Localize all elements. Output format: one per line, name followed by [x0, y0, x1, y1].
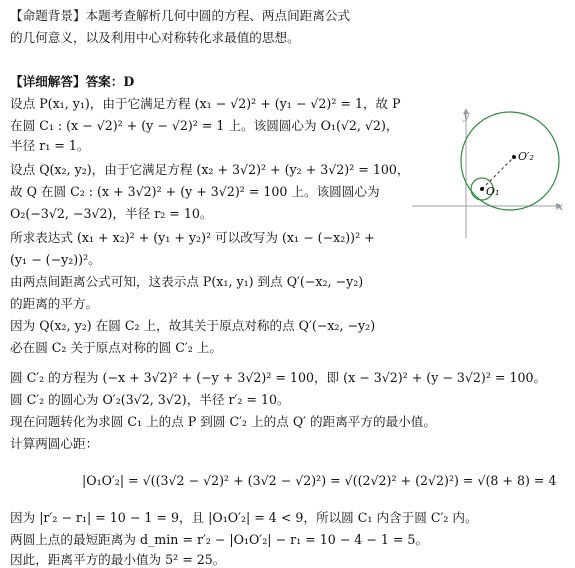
text-line-d1: 由两点间距离公式可知，这表示点 P(x₁, y₁) 到点 Q′(−x₂, −y₂): [10, 274, 364, 289]
text-line-f1: 因为 |r′₂ − r₁| = 10 − 1 = 9，且 |O₁O′₂| = 4 < 9，所以圆 C₁ 内含于圆 C′₂ 内。: [10, 510, 478, 525]
text-line-p1: 设点 P(x₁, y₁)，由于它满足方程 (x₁ − √2)² + (y₁ − √2)² = 1，故 P: [10, 96, 401, 111]
text-line-c3: 现在问题转化为求圆 C₁ 上的点 P 到圆 C′₂ 上的点 Q′ 的距离平方的最小值。: [10, 414, 436, 429]
text-line-c1: 圆 C′₂ 的方程为 (−x + 3√2)² + (−y + 3√2)² = 100，即 (x − 3√2)² + (y − 3√2)² = 100。: [10, 370, 547, 385]
background-line-2: 的几何意义，以及利用中心对称转化求最值的思想。: [10, 30, 300, 45]
text-line-p2: 在圆 C₁ : (x − √2)² + (y − √2)² = 1 上。该圆圆心为 O₁(√2, √2)，: [10, 118, 399, 133]
circle-figure: [410, 100, 575, 240]
center-large-label: O′₂: [518, 150, 534, 163]
text-line-c2: 圆 C′₂ 的圆心为 O′₂(3√2, 3√2)，半径 r′₂ = 10。: [10, 392, 290, 407]
background-line-1: 【命题背景】本题考查解析几何中圆的方程、两点间距离公式: [10, 8, 351, 23]
text-line-q3: O₂(−3√2, −3√2)，半径 r₂ = 10。: [10, 206, 213, 221]
center-small-point: [480, 187, 484, 191]
circle-diagram: [410, 100, 575, 240]
text-line-q1: 设点 Q(x₂, y₂)，由于它满足方程 (x₂ + 3√2)² + (y₂ + 3√2)² = 100，: [10, 162, 410, 177]
text-line-p3: 半径 r₁ = 1。: [10, 138, 90, 153]
text-line-s1: 因为 Q(x₂, y₂) 在圆 C₂ 上，故其关于原点对称的点 Q′(−x₂, −y₂): [10, 318, 376, 333]
center-large-point: [512, 155, 516, 159]
text-line-d2: 的距离的平方。: [10, 296, 99, 311]
text-line-f2: 两圆上点的最短距离为 d_min = r′₂ − |O₁O′₂| − r₁ = 10 − 4 − 1 = 5。: [10, 532, 429, 547]
distance-formula: |O₁O′₂| = √((3√2 − √2)² + (3√2 − √2)²) = √((2√2)² + (2√2)²) = √(8 + 8) = 4: [82, 473, 557, 488]
text-line-s2: 必在圆 C₂ 关于原点对称的圆 C′₂ 上。: [10, 340, 222, 355]
y-axis-label: y: [463, 109, 470, 122]
text-line-e1: 所求表达式 (x₁ + x₂)² + (y₁ + y₂)² 可以改写为 (x₁ − (−x₂))² +: [10, 230, 375, 245]
text-line-e2: (y₁ − (−y₂))²。: [10, 252, 101, 267]
answer-heading: 【详细解答】答案：D: [10, 74, 135, 89]
text-line-q2: 故 Q 在圆 C₂ : (x + 3√2)² + (y + 3√2)² = 100 上。该圆圆心为: [10, 184, 380, 199]
text-line-f3: 因此，距离平方的最小值为 5² = 25。: [10, 552, 226, 567]
x-axis-label: x: [557, 200, 564, 213]
text-line-c4: 计算两圆心距：: [10, 436, 99, 451]
center-small-label: O₁: [486, 185, 500, 198]
